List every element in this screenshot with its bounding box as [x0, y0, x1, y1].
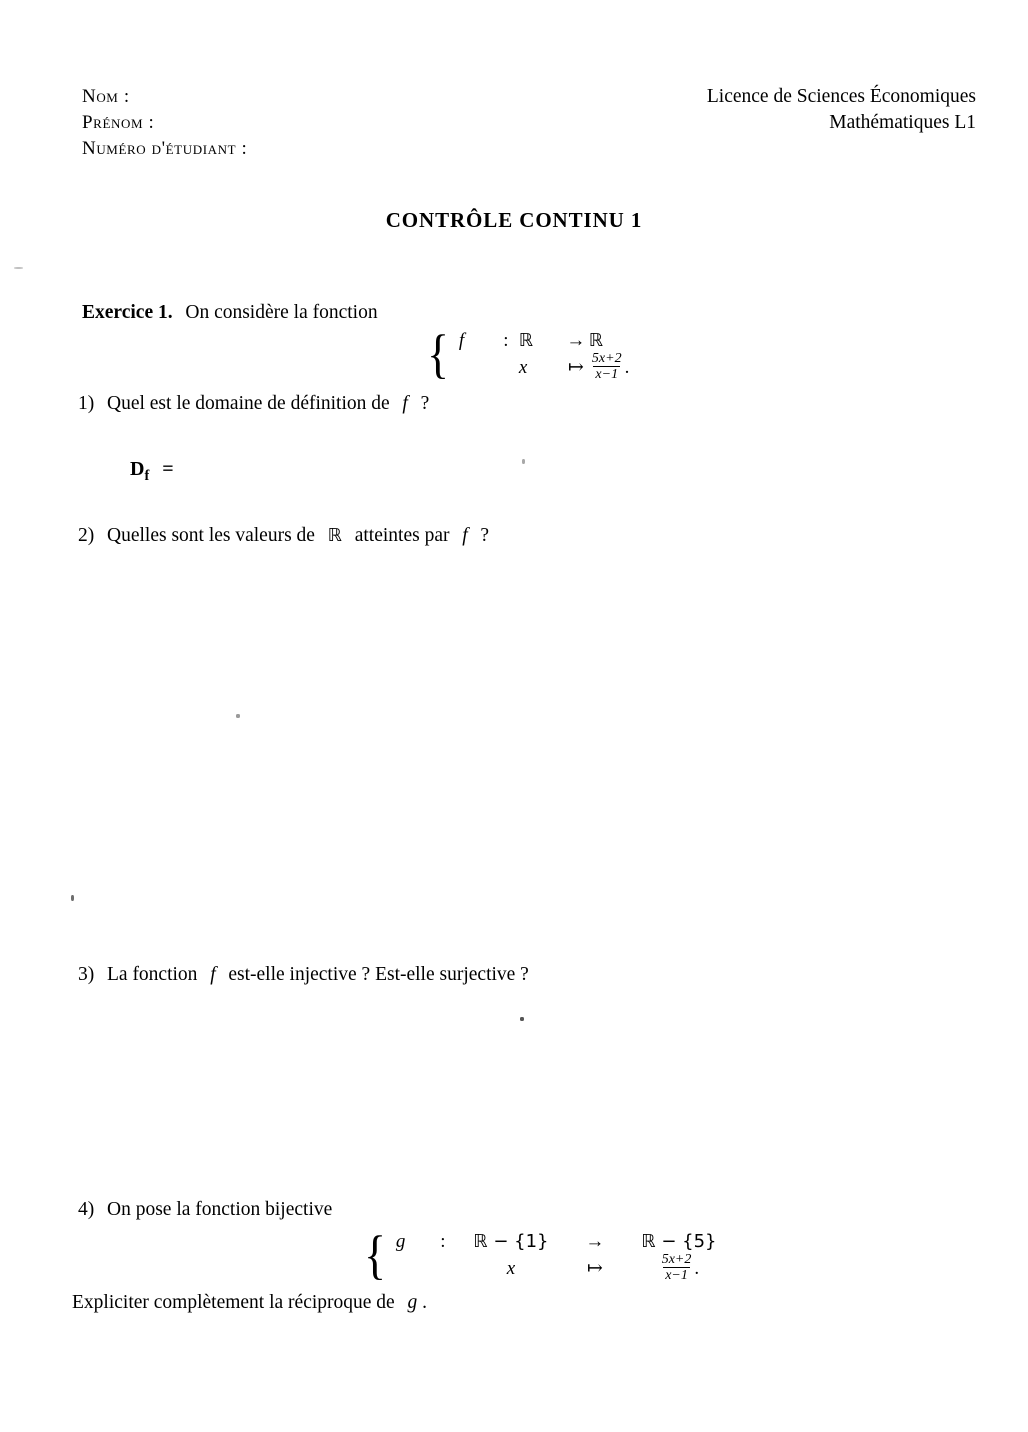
question-2-text-mid: atteintes par: [354, 525, 450, 546]
page-title: CONTRÔLE CONTINU 1: [385, 208, 643, 232]
course-subject: Mathématiques L1: [829, 112, 976, 133]
scan-speck: [236, 714, 240, 718]
question-3-text-after: est-elle injective ? Est-elle surjective ?: [228, 964, 529, 985]
function-f-rule-row: [459, 350, 630, 382]
scan-speck: [14, 267, 23, 269]
df-subscript: f: [144, 468, 150, 484]
function-g-variable: x: [506, 1257, 516, 1279]
closing-text-before: Expliciter complètement la réciproque de: [72, 1292, 395, 1313]
question-3: [78, 962, 529, 988]
question-3-number: 3): [78, 964, 95, 985]
function-f-fraction: [590, 351, 624, 382]
function-g-colon: :: [440, 1230, 446, 1252]
exercise-1-intro-text: On considère la fonction: [185, 302, 378, 323]
closing-symbol: g: [407, 1292, 418, 1313]
exercise-1-label: Exercice 1.: [82, 302, 173, 323]
function-g-numerator: 5x+2: [661, 1251, 692, 1267]
field-label-prenom: Prénom :: [82, 112, 155, 133]
exercise-1-intro: [82, 300, 378, 326]
function-g-mapsto: ↦: [586, 1258, 603, 1279]
student-identity-block: [82, 84, 247, 162]
question-4-closing: [72, 1290, 427, 1316]
df-equals: =: [162, 458, 174, 480]
question-3-symbol: f: [210, 964, 216, 985]
function-g-codomain: ℝ − {5}: [641, 1231, 717, 1252]
question-2-text-before: Quelles sont les valeurs de: [107, 525, 315, 546]
function-f-colon: :: [503, 329, 509, 351]
function-g-period: .: [694, 1257, 700, 1279]
function-f-definition: [425, 323, 630, 384]
function-g-denominator: x−1: [665, 1268, 688, 1283]
function-f-numerator: 5x+2: [591, 350, 622, 366]
course-degree: Licence de Sciences Économiques: [706, 86, 976, 107]
question-2: [78, 523, 489, 549]
function-f-domain: ℝ: [518, 330, 534, 351]
function-f-denominator: x−1: [595, 367, 619, 382]
question-2-set: ℝ: [327, 525, 342, 546]
question-4-number: 4): [78, 1199, 95, 1220]
scan-speck: [71, 895, 74, 901]
function-g-definition: [362, 1224, 734, 1285]
function-g-rule-row: [396, 1251, 734, 1283]
scan-speck: [522, 459, 525, 464]
question-3-text-before: La fonction: [107, 964, 198, 985]
question-1-symbol: f: [402, 393, 408, 414]
answer-domain-df: [130, 458, 174, 485]
function-f-arrow: →: [566, 329, 586, 351]
function-f-name: f: [458, 329, 465, 351]
left-brace-glyph: {: [426, 323, 449, 384]
question-1-text: Quel est le domaine de définition de: [107, 393, 390, 414]
function-f-codomain: ℝ: [588, 330, 604, 351]
question-1-mark: ?: [420, 393, 430, 414]
df-label: D: [130, 458, 145, 480]
left-brace-glyph: {: [363, 1224, 386, 1285]
function-g-name: g: [395, 1230, 406, 1252]
question-2-symbol: f: [462, 525, 468, 546]
function-f-period: .: [624, 356, 630, 378]
closing-period: .: [422, 1292, 427, 1313]
question-2-mark: ?: [480, 525, 490, 546]
question-1-number: 1): [78, 393, 95, 414]
function-g-domain: ℝ − {1}: [473, 1231, 549, 1252]
field-label-nom: Nom :: [82, 86, 130, 107]
function-f-expression: [589, 350, 630, 383]
question-2-number: 2): [78, 525, 95, 546]
question-4: [78, 1197, 332, 1223]
function-g-arrow: →: [585, 1230, 605, 1252]
field-label-numero-etudiant: Numéro d'étudiant :: [82, 138, 248, 159]
question-1: [78, 391, 429, 417]
function-f-variable: x: [518, 356, 528, 378]
function-f-mapsto: ↦: [567, 357, 584, 378]
function-g-expression: [624, 1253, 734, 1284]
course-info-block: [707, 84, 976, 136]
function-f-signature-row: [459, 327, 611, 354]
scan-speck: [520, 1017, 524, 1021]
function-g-fraction: [660, 1252, 694, 1283]
question-4-text: On pose la fonction bijective: [107, 1199, 333, 1220]
